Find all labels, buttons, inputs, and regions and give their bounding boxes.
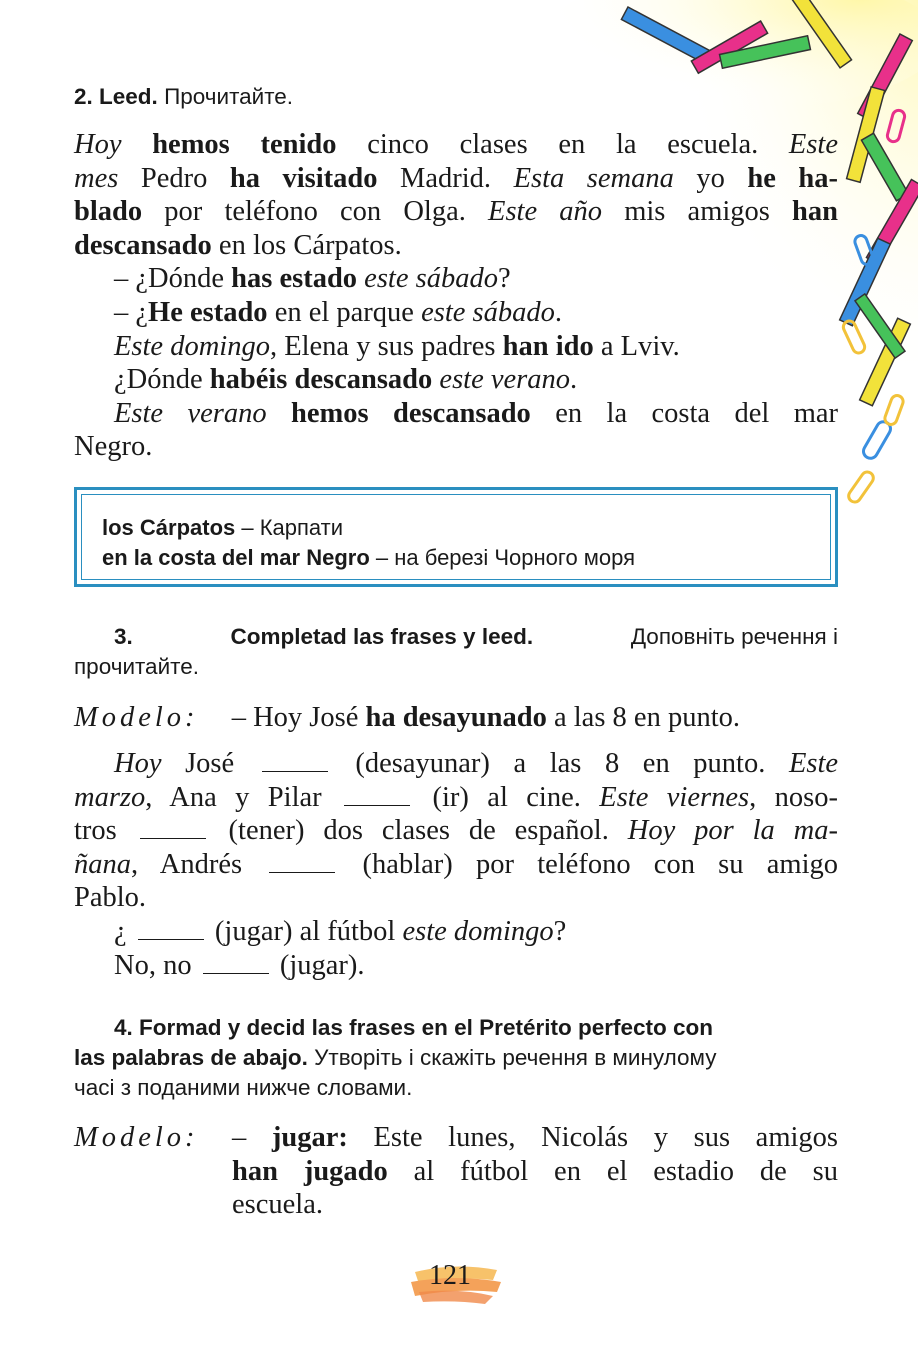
plain-text: por teléfono con Olga. (142, 196, 489, 228)
fill-in-blank (138, 915, 204, 940)
plain-text: (ir) al cine. (414, 781, 600, 813)
glossary-term-2: en la costa del mar Negro (102, 545, 370, 570)
text-line (74, 296, 838, 330)
plain-text: , Elena y sus padres (269, 330, 503, 362)
bold-text: he ha- (747, 162, 839, 194)
text-line (74, 262, 838, 296)
plain-text: ¿ (114, 915, 134, 947)
italic-text: ñana (74, 848, 131, 880)
text-line (74, 330, 838, 364)
plain-text: Pedro (118, 162, 230, 194)
text-line (74, 128, 838, 162)
exercise-3-title: Completad las frases y leed. (230, 624, 534, 649)
model-label-2: Modelo: (74, 1122, 199, 1153)
plain-text: , Andrés (131, 848, 266, 880)
italic-text: Hoy (74, 129, 122, 160)
exercise-4-number: 4. (114, 1015, 133, 1040)
plain-text: Madrid. (377, 162, 514, 194)
plain-text: en los Cárpatos. (211, 229, 402, 261)
model-label: Modelo: (74, 702, 199, 733)
model-2-line-2: al fútbol en el estadio de su (387, 1155, 838, 1187)
plain-text: No, no (114, 949, 199, 981)
plain-text: . (570, 364, 578, 396)
plain-text: ? (497, 263, 511, 295)
model-2-dash: – (232, 1122, 272, 1153)
text-line (74, 747, 838, 781)
italic-text: mes (74, 162, 119, 194)
plain-text: a Lviv. (593, 330, 680, 362)
text-line (74, 363, 838, 397)
text-line (74, 781, 838, 815)
exercise-4-instruction-2: часі з поданими нижче словами. (74, 1075, 413, 1100)
page-number (405, 1258, 505, 1308)
glossary-line-1 (102, 513, 830, 543)
italic-text: Este año (488, 196, 603, 228)
exercise-3-instruction-2: прочитайте. (74, 654, 199, 679)
italic-text: marzo (74, 781, 146, 813)
plain-text: yo (673, 162, 748, 194)
exercise-2-number: 2. (74, 84, 93, 109)
plain-text: – ¿Dónde (114, 263, 232, 295)
exercise-4-title-2: las palabras de abajo. (74, 1045, 308, 1070)
model-2-line-1: Este lunes, Nicolás y sus amigos (347, 1122, 839, 1153)
bold-text: han ido (502, 330, 594, 362)
plain-text: , Ana y Pilar (145, 781, 341, 813)
text-line (74, 915, 838, 949)
plain-text: tros (74, 815, 136, 847)
fill-in-blank (203, 949, 269, 974)
plain-text: Negro. (74, 431, 153, 463)
glossary-translation-2: – на березі Чорного моря (369, 545, 636, 570)
plain-text: (hablar) por teléfono con su amigo (339, 848, 838, 880)
exercise-3-number: 3. (114, 624, 133, 649)
bold-text: hemos tenido (152, 129, 337, 160)
text-line (74, 430, 838, 464)
plain-text (121, 129, 152, 160)
page-number-text: 121 (429, 1260, 471, 1291)
bold-text: ha visitado (229, 162, 378, 194)
exercise-3-heading (74, 622, 838, 682)
exercise-4-instruction-1: Утворіть і скажіть речення в минулому (307, 1045, 717, 1070)
italic-text: este domingo (402, 915, 554, 947)
italic-text: este sábado (421, 296, 555, 328)
plain-text (267, 398, 291, 429)
text-line (74, 162, 838, 196)
bold-text: habéis descansado (209, 364, 433, 396)
model-text-end: a las 8 en punto. (546, 702, 740, 733)
italic-text: este verano (439, 364, 570, 396)
plain-text: (jugar). (272, 949, 365, 981)
exercise-2-instruction: Прочитайте. (164, 84, 294, 109)
bold-text: descansado (74, 229, 212, 261)
bold-text: blado (74, 196, 143, 228)
bold-text: han (792, 196, 838, 228)
exercise-2-title: Leed. (99, 84, 158, 109)
plain-text: en el parque (267, 296, 422, 328)
italic-text: Este viernes (599, 781, 750, 813)
exercise-4-heading (74, 1013, 838, 1103)
italic-text: Este domingo (114, 330, 270, 362)
italic-text: este sábado (364, 263, 498, 295)
glossary-box (74, 487, 838, 587)
bold-text: hemos descansado (291, 397, 531, 429)
model-2-line-3: escuela. (232, 1189, 323, 1221)
italic-text: Hoy por la ma- (627, 815, 838, 847)
exercise-3-model (74, 701, 838, 735)
plain-text: ? (553, 915, 567, 947)
fill-in-blank (262, 747, 328, 772)
fill-in-blank (269, 848, 335, 873)
glossary-translation-1: – Карпати (235, 515, 344, 540)
exercise-2-heading (74, 82, 838, 112)
bold-text: He estado (148, 296, 268, 328)
text-line (74, 881, 838, 915)
model-text-start: – Hoy José (231, 702, 366, 733)
plain-text: cinco clases en la escuela. (336, 129, 789, 160)
exercise-2-text (74, 128, 838, 464)
plain-text: – ¿ (114, 296, 149, 328)
plain-text: . (554, 296, 562, 328)
text-line (74, 397, 838, 431)
fill-in-blank (140, 814, 206, 839)
italic-text: Esta semana (513, 162, 674, 194)
text-line (74, 848, 838, 882)
glossary-term-1: los Cárpatos (102, 515, 236, 540)
text-line (74, 229, 838, 263)
plain-text: en la costa del mar (530, 397, 838, 429)
text-line (74, 814, 838, 848)
model-text-bold: ha desayunado (365, 702, 547, 733)
plain-text: ¿Dónde (114, 364, 210, 396)
italic-text: Este (788, 748, 839, 779)
bold-text: has estado (231, 263, 358, 295)
italic-text: Este verano (114, 397, 267, 429)
text-line (74, 195, 838, 229)
plain-text: (desayunar) a las 8 en punto. (331, 748, 789, 779)
exercise-3-text (74, 747, 838, 982)
text-line (74, 949, 838, 983)
plain-text: José (161, 748, 258, 779)
plain-text: (jugar) al fútbol (207, 915, 403, 947)
fill-in-blank (344, 781, 410, 806)
model-2-verb: jugar: (271, 1122, 348, 1153)
exercise-4-title-1: Formad y decid las frases en el Pretérito perfecto con (139, 1015, 713, 1040)
italic-text: Este (788, 129, 838, 160)
plain-text: Pablo. (74, 882, 147, 914)
italic-text: Hoy (114, 748, 162, 779)
plain-text: mis amigos (602, 196, 793, 228)
exercise-3-instruction-1: Доповніть речення і (630, 624, 838, 649)
model-2-bold: han jugado (232, 1155, 388, 1187)
plain-text: (tener) dos clases de español. (209, 815, 628, 847)
plain-text: , noso- (749, 781, 838, 813)
glossary-line-2 (102, 543, 830, 573)
